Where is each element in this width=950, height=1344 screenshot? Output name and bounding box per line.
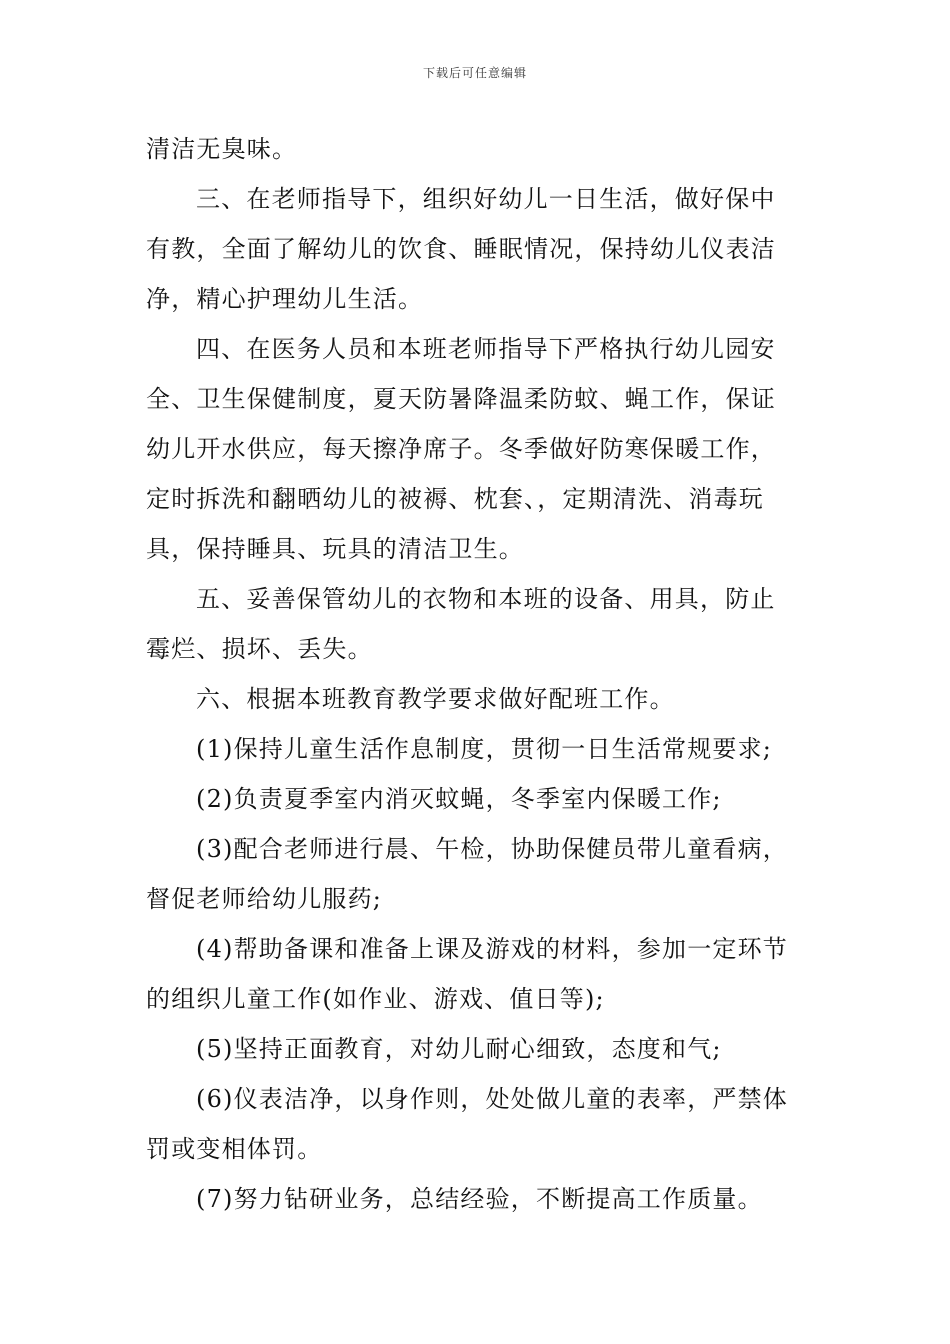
text-line: 四、在医务人员和本班老师指导下严格执行幼儿园安 xyxy=(196,335,776,363)
text-line: (5)坚持正面教育，对幼儿耐心细致，态度和气; xyxy=(196,1035,722,1063)
text-line: (4)帮助备课和准备上课及游戏的材料，参加一定环节 xyxy=(196,935,788,963)
text-line: 督促老师给幼儿服药; xyxy=(146,885,383,913)
text-line: (6)仪表洁净，以身作则，处处做儿童的表率，严禁体 xyxy=(196,1085,788,1113)
text-line: 幼儿开水供应，每天擦净席子。冬季做好防寒保暖工作， xyxy=(146,435,776,463)
text-line: (3)配合老师进行晨、午检，协助保健员带儿童看病， xyxy=(196,835,788,863)
page-header: 下载后可任意编辑 xyxy=(422,66,527,80)
text-line: (7)努力钻研业务，总结经验，不断提高工作质量。 xyxy=(196,1185,763,1213)
text-line: 霉烂、损坏、丢失。 xyxy=(146,635,373,663)
text-line: 清洁无臭味。 xyxy=(146,135,298,163)
document-body xyxy=(146,124,811,1224)
text-line: 有教，全面了解幼儿的饮食、睡眠情况，保持幼儿仪表洁 xyxy=(146,235,776,263)
text-line: 全、卫生保健制度，夏天防暑降温柔防蚊、蝇工作，保证 xyxy=(146,385,776,413)
text-line: 六、根据本班教育教学要求做好配班工作。 xyxy=(196,685,675,713)
text-line: 的组织儿童工作(如作业、游戏、值日等); xyxy=(146,985,605,1013)
text-line: (1)保持儿童生活作息制度，贯彻一日生活常规要求; xyxy=(196,735,773,763)
text-line: (2)负责夏季室内消灭蚊蝇，冬季室内保暖工作; xyxy=(196,785,722,813)
text-line: 净，精心护理幼儿生活。 xyxy=(146,285,424,313)
text-line: 罚或变相体罚。 xyxy=(146,1135,323,1163)
text-line: 五、妥善保管幼儿的衣物和本班的设备、用具，防止 xyxy=(196,585,776,613)
text-line: 三、在老师指导下，组织好幼儿一日生活，做好保中 xyxy=(196,185,776,213)
text-line: 定时拆洗和翻晒幼儿的被褥、枕套、，定期清洗、消毒玩 xyxy=(146,485,764,513)
text-line: 具，保持睡具、玩具的清洁卫生。 xyxy=(146,535,524,563)
